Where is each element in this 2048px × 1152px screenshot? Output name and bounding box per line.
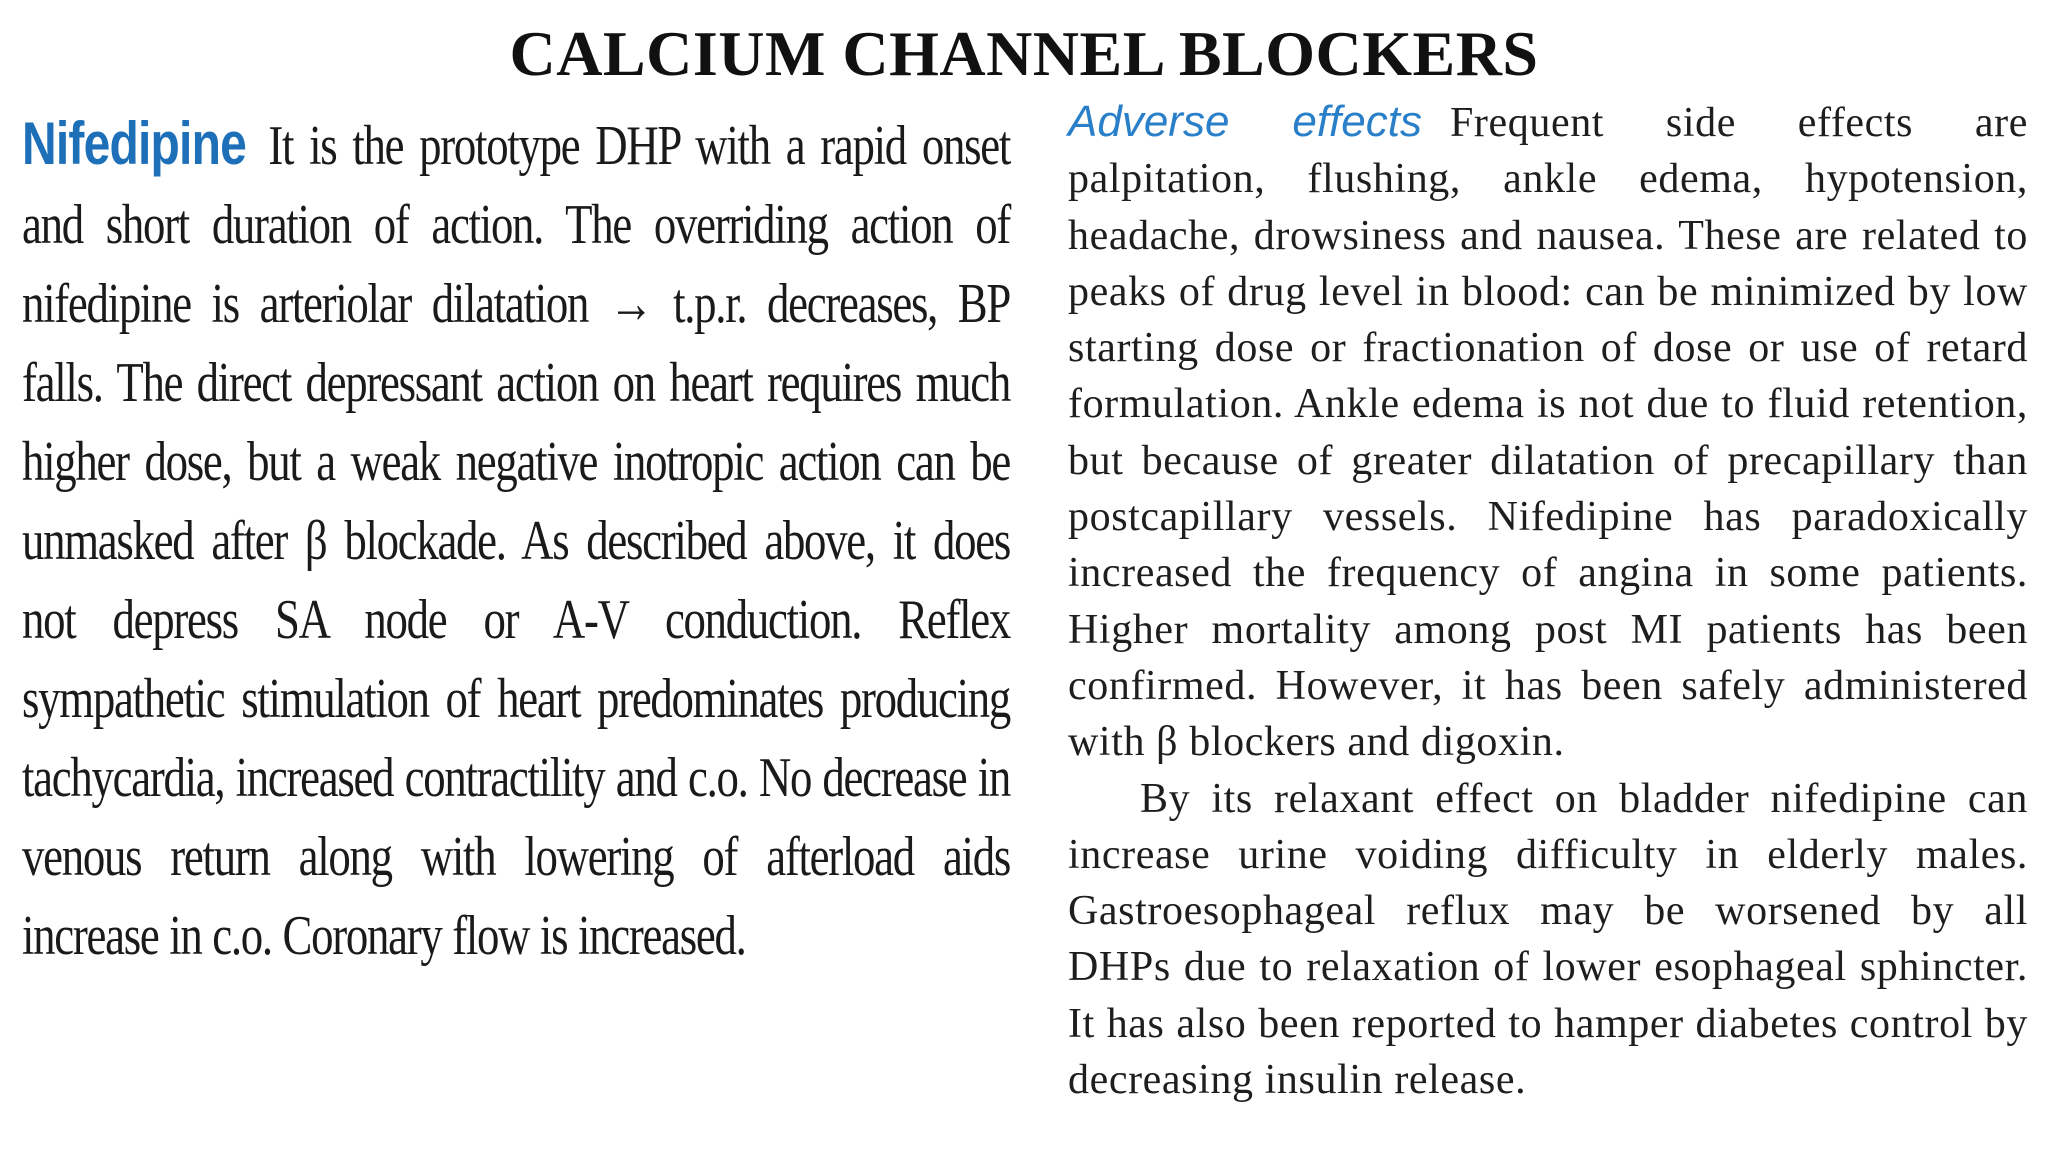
slide-title: CALCIUM CHANNEL BLOCKERS — [509, 18, 1539, 89]
nifedipine-heading: Nifedipine — [22, 110, 247, 177]
adverse-effects-section — [1068, 94, 2028, 1108]
adverse-effects-body: Frequent side effects are palpitation, flushing, ankle edema, hypotension, headache, drowsiness and nausea. These are related to peaks of drug level in blood: can be minimized by low starting dose or fractionation of dose or use of retard formulation. Ankle edema is not due to fluid retention, but because of greater dilatation of precapillary than postcapillary vessels. Nifedipine has paradoxically increased the frequency of angina in some patients. Higher mortality among post MI patients has been confirmed. However, it has been safely administered with β blockers and digoxin. — [1068, 100, 2028, 766]
nifedipine-paragraph — [22, 104, 1010, 976]
bladder-effects-paragraph: By its relaxant effect on bladder nifedipine can increase urine voiding difficulty in elderly males. Gastroesophageal reflux may be worsened by all DHPs due to relaxation of lower esophageal sphincter. It has also been reported to hamper diabetes control by decreasing insulin release. — [1068, 775, 2028, 1104]
nifedipine-body: It is the prototype DHP with a rapid onset and short duration of action. The overriding action of nifedipine is arteriolar dilatation → t.p.r. decreases, BP falls. The direct depressant action on heart requires much higher dose, but a weak negative inotropic action can be unmasked after β blockade. As described above, it does not depress SA node or A-V conduction. Reflex sympathetic stimulation of heart predominates producing tachycardia, increased contractility and c.o. No decrease in venous return along with lowering of afterload aids increase in c.o. Coronary flow is increased. — [22, 115, 1011, 967]
adverse-effects-paragraph — [1068, 94, 2028, 771]
nifedipine-section — [22, 104, 1010, 976]
adverse-effects-heading: Adverse effects — [1068, 97, 1422, 146]
